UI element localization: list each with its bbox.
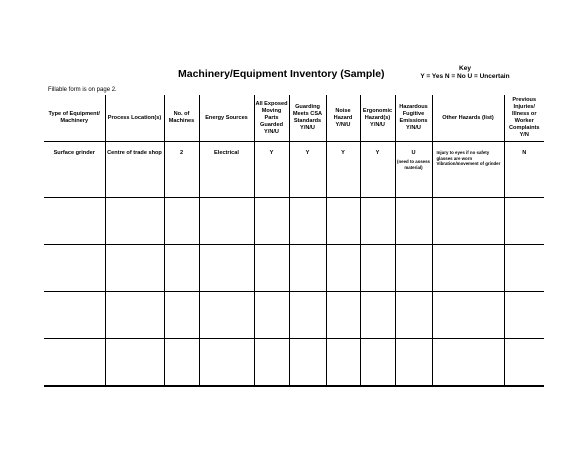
cell-location[interactable]: Centre of trade shop xyxy=(105,142,164,198)
col-ergonomic: Ergonomic Hazard(s) Y/N/U xyxy=(360,95,395,142)
blank-cell[interactable] xyxy=(289,339,326,387)
fillable-note: Fillable form is on page 2. xyxy=(48,87,117,93)
blank-cell[interactable] xyxy=(504,198,544,245)
cell-guarded[interactable]: Y xyxy=(254,142,289,198)
table-row xyxy=(44,198,544,245)
blank-cell[interactable] xyxy=(44,339,105,387)
blank-cell[interactable] xyxy=(504,292,544,339)
blank-cell[interactable] xyxy=(326,198,360,245)
blank-cell[interactable] xyxy=(504,245,544,292)
blank-cell[interactable] xyxy=(289,245,326,292)
col-csa: Guarding Meets CSA Standards Y/N/U xyxy=(289,95,326,142)
emissions-note: (need to assess material) xyxy=(397,159,430,170)
blank-cell[interactable] xyxy=(395,198,432,245)
key-legend xyxy=(410,65,520,81)
blank-cell[interactable] xyxy=(199,198,254,245)
blank-cell[interactable] xyxy=(164,245,199,292)
blank-cell[interactable] xyxy=(289,292,326,339)
table-row xyxy=(44,292,544,339)
blank-cell[interactable] xyxy=(164,292,199,339)
cell-energy[interactable]: Electrical xyxy=(199,142,254,198)
form-title: Machinery/Equipment Inventory (Sample) xyxy=(178,68,385,80)
cell-other[interactable]: Injury to eyes if no safety glasses are worn Vibration/movement of grinder xyxy=(432,142,504,198)
blank-cell[interactable] xyxy=(199,245,254,292)
col-previous: Previous Injuries/ Illness or Worker Complaints Y/N xyxy=(504,95,544,142)
blank-cell[interactable] xyxy=(326,339,360,387)
cell-emissions[interactable] xyxy=(395,142,432,198)
blank-cell[interactable] xyxy=(395,245,432,292)
blank-cell[interactable] xyxy=(326,292,360,339)
blank-cell[interactable] xyxy=(105,245,164,292)
blank-cell[interactable] xyxy=(44,245,105,292)
col-type: Type of Equipment/ Machinery xyxy=(44,95,105,142)
header-row xyxy=(44,95,544,142)
blank-cell[interactable] xyxy=(432,292,504,339)
table-row xyxy=(44,245,544,292)
blank-cell[interactable] xyxy=(395,339,432,387)
blank-cell[interactable] xyxy=(199,292,254,339)
blank-cell[interactable] xyxy=(105,198,164,245)
blank-cell[interactable] xyxy=(254,339,289,387)
blank-cell[interactable] xyxy=(44,292,105,339)
cell-previous[interactable]: N xyxy=(504,142,544,198)
cell-noise[interactable]: Y xyxy=(326,142,360,198)
cell-ergonomic[interactable]: Y xyxy=(360,142,395,198)
blank-cell[interactable] xyxy=(254,245,289,292)
cell-csa[interactable]: Y xyxy=(289,142,326,198)
blank-cell[interactable] xyxy=(105,292,164,339)
blank-cell[interactable] xyxy=(164,198,199,245)
blank-cell[interactable] xyxy=(504,339,544,387)
blank-cell[interactable] xyxy=(105,339,164,387)
col-energy: Energy Sources xyxy=(199,95,254,142)
blank-cell[interactable] xyxy=(289,198,326,245)
col-noise: Noise Hazard Y/N/U xyxy=(326,95,360,142)
blank-cell[interactable] xyxy=(254,198,289,245)
cell-type[interactable]: Surface grinder xyxy=(44,142,105,198)
table-row xyxy=(44,339,544,387)
key-heading: Key xyxy=(459,65,471,72)
blank-cell[interactable] xyxy=(360,292,395,339)
blank-cell[interactable] xyxy=(199,339,254,387)
blank-cell[interactable] xyxy=(44,198,105,245)
col-guarded: All Exposed Moving Parts Guarded Y/N/U xyxy=(254,95,289,142)
blank-cell[interactable] xyxy=(360,339,395,387)
blank-cell[interactable] xyxy=(360,198,395,245)
blank-cell[interactable] xyxy=(432,245,504,292)
table-row xyxy=(44,142,544,198)
inventory-table xyxy=(44,95,544,387)
key-values: Y = Yes N = No U = Uncertain xyxy=(420,73,510,80)
cell-machines[interactable]: 2 xyxy=(164,142,199,198)
emissions-value: U xyxy=(411,150,416,156)
col-other: Other Hazards (list) xyxy=(432,95,504,142)
blank-cell[interactable] xyxy=(164,339,199,387)
col-machines: No. of Machines xyxy=(164,95,199,142)
blank-cell[interactable] xyxy=(395,292,432,339)
blank-cell[interactable] xyxy=(254,292,289,339)
blank-cell[interactable] xyxy=(360,245,395,292)
col-location: Process Location(s) xyxy=(105,95,164,142)
blank-cell[interactable] xyxy=(326,245,360,292)
blank-cell[interactable] xyxy=(432,339,504,387)
blank-cell[interactable] xyxy=(432,198,504,245)
col-emissions: Hazardous Fugitive Emissions Y/N/U xyxy=(395,95,432,142)
